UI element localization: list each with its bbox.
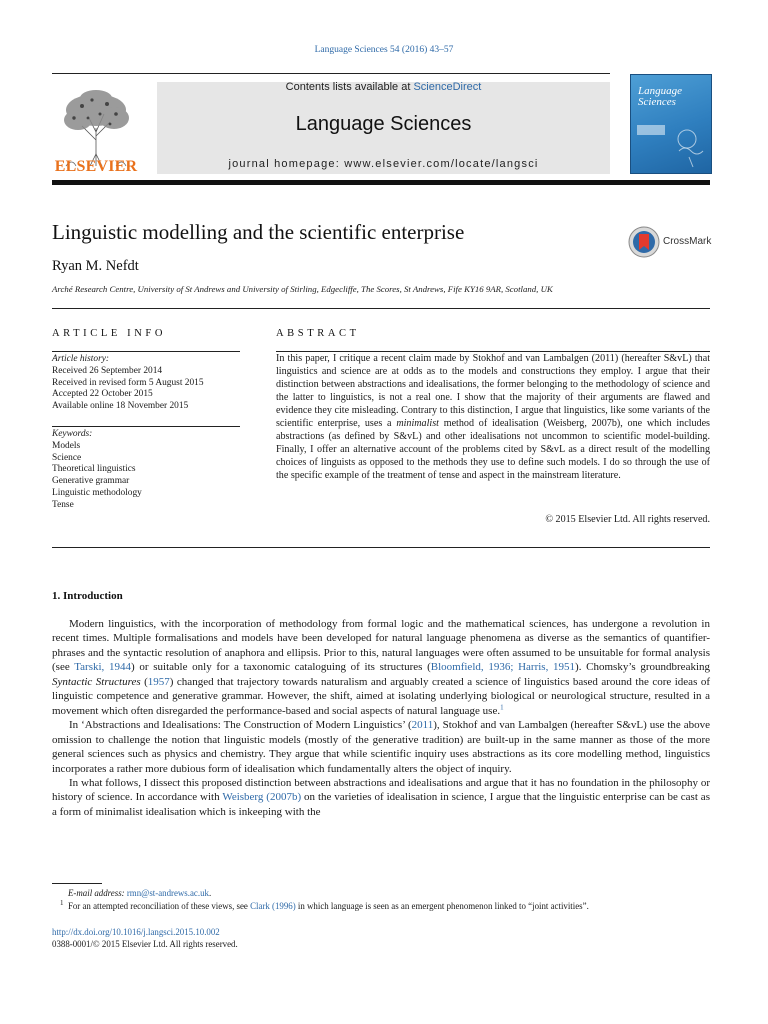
email-label: E-mail address:: [68, 888, 127, 898]
keyword: Theoretical linguistics: [52, 464, 136, 475]
contents-available-line: [157, 81, 610, 93]
abstract-copyright: © 2015 Elsevier Ltd. All rights reserved.: [545, 514, 710, 525]
title-divider: [52, 308, 710, 309]
article-info-heading: ARTICLE INFO: [52, 328, 167, 339]
abstract-emphasis: minimalist: [396, 418, 439, 430]
history-accepted: Accepted 22 October 2015: [52, 389, 153, 400]
history-label: Article history:: [52, 354, 110, 364]
book-title: Syntactic Structures: [52, 675, 141, 688]
intro-paragraph-2: [52, 718, 710, 776]
crossmark-label[interactable]: CrossMark: [663, 236, 712, 247]
article-info-rule: [52, 351, 240, 352]
author-email-note: [52, 888, 726, 898]
text-run: on the varieties of idealisation in science, I argue that the linguistic enterprise can be cast as a form of minimalist idealisation which is inkeeping with the: [52, 791, 710, 818]
text-run: Modern linguistics, with the incorporation of methodology from formal logic and the mathematical sciences, has undergone a revolution in recent times. Multiple formalisations and models have been developed for natural language phenomena as diverse as the semantics of quantifier-phrases and the syntactic resolution of anaphora and ellipsis. Prior to this, natural languages were often assumed to be unsuitable for formal analysis (see: [52, 618, 710, 674]
footnote-ref-1[interactable]: 1: [500, 703, 504, 712]
ref-link-bloomfield-harris[interactable]: Bloomfield, 1936; Harris, 1951: [430, 661, 576, 674]
journal-citation-link[interactable]: Language Sciences 54 (2016) 43–57: [314, 45, 454, 55]
text-run: In what follows, I dissect this proposed distinction between abstractions and idealisations and argue that it has no foundation in the philosophy or history of science. In accordance with: [52, 776, 710, 804]
text-run: ) or suitable only for a taxonomic cataloguing of its structures (: [131, 661, 431, 674]
text-run: ) changed that trajectory towards naturalism and arguably created a science of linguistics based around the core ideas of linguistic competence and generative grammar. However, the shift, aimed at isolating underlying biological or neurological structure, resulted in a movement which often disregarded the performance-based and social aspects of natural language use.: [52, 675, 710, 717]
contents-prefix: Contents lists available at: [285, 81, 414, 93]
text-run: For an attempted reconciliation of these views, see: [67, 901, 251, 911]
sciencedirect-link[interactable]: ScienceDirect: [413, 81, 482, 93]
header-thick-rule: [52, 180, 710, 185]
introduction-body: [52, 617, 710, 819]
history-received: Received 26 September 2014: [52, 365, 163, 376]
history-revised: Received in revised form 5 August 2015: [52, 377, 204, 388]
text-run: (: [140, 675, 148, 688]
doi-link[interactable]: http://dx.doi.org/10.1016/j.langsci.2015.10.002: [52, 927, 220, 937]
text-run: in which language is seen as an emergent phenomenon linked to “joint activities”.: [295, 901, 589, 911]
history-online: Available online 18 November 2015: [52, 401, 189, 412]
article-title: Linguistic modelling and the scientific enterprise: [52, 220, 465, 244]
footnote-1: [52, 901, 718, 911]
header-top-rule: [52, 73, 610, 74]
abstract-text: [276, 352, 710, 482]
keywords-label: Keywords:: [52, 429, 93, 439]
abstract-part2: method of idealisation (Weisberg, 2007b), one which includes abstractions (as defined by S&vL) and other idealisations not uncommon to scientific model-building. Finally, I offer an alternative account of the problems cited by S&vL as a direct result of the modelling choices of linguists as opposed to the methods they use to define such models. I do so through the use of the specific example of the treatment of tense and aspect in the mainstream literature.: [276, 418, 710, 482]
ref-link-svl-2011[interactable]: 2011: [411, 719, 434, 732]
text-run: .: [208, 888, 212, 898]
footnote-rule: [52, 883, 102, 884]
article-history: [52, 354, 242, 413]
text-run: ), Stokhof and van Lambalgen (hereafter S&vL) use the above omission to challenge the notion that linguistic models (mostly of the generative tradition) are built-up in the same manner as those of the more general sciences such as physics and chemistry. They argue that while scientific inquiry uses abstractions as its core modelling method, linguistics incorporates a rather more dubious form of idealisation which fundamentally alters the object of inquiry.: [52, 719, 710, 775]
footnote-mark: 1: [60, 899, 64, 908]
keyword: Tense: [52, 499, 74, 510]
keyword: Science: [52, 452, 82, 463]
author-name: Ryan M. Nefdt: [52, 258, 139, 274]
intro-paragraph-3: [52, 776, 710, 819]
author-affiliation: Arché Research Centre, University of St Andrews and University of Stirling, Edgecliffe, The Scores, St Andrews, Fife KY16 9AR, Scotland, UK: [52, 284, 553, 294]
ref-link-clark[interactable]: Clark (1996): [250, 901, 296, 911]
cover-title-line2: Sciences: [638, 96, 676, 108]
ref-link-chomsky[interactable]: 1957: [147, 675, 170, 688]
abstract-end-rule: [52, 547, 710, 548]
ref-link-weisberg[interactable]: Weisberg (2007b): [222, 791, 302, 804]
elsevier-wordmark: ELSEVIER: [54, 158, 138, 175]
cover-title: [638, 86, 708, 108]
keyword: Generative grammar: [52, 476, 130, 487]
cover-title-line1: Language: [638, 85, 682, 97]
text-run: ). Chomsky’s groundbreaking: [575, 661, 711, 674]
journal-name: Language Sciences: [295, 113, 472, 135]
intro-paragraph-1: [52, 617, 710, 718]
keywords-list: [52, 429, 242, 512]
issn-copyright: 0388-0001/© 2015 Elsevier Ltd. All rights reserved.: [52, 939, 238, 949]
crossmark-icon[interactable]: [628, 226, 660, 258]
text-run: In ‘Abstractions and Idealisations: The Construction of Modern Linguistics’ (: [69, 719, 412, 732]
abstract-heading: ABSTRACT: [276, 328, 360, 339]
journal-homepage[interactable]: journal homepage: www.elsevier.com/locate/langsci: [228, 158, 539, 170]
abstract-part1: In this paper, I critique a recent claim made by Stokhof and van Lambalgen (2011) (hereafter S&vL) that linguistics and science are at odds as to the models and constructions they employ. I argue that their distinction between abstractions and idealisations, the former belonging to the methodology of science and the latter to linguistics, is not a real one. I show that the majority of their arguments are flawed and evidence they cite misleading. Contrary to this distinction, I argue that linguistics, like some variants of the scientific enterprise, uses a: [276, 353, 710, 430]
keyword: Linguistic methodology: [52, 487, 142, 498]
keyword: Models: [52, 440, 81, 451]
ref-link-tarski[interactable]: Tarski, 1944: [74, 661, 132, 674]
author-email-link[interactable]: rmn@st-andrews.ac.uk: [126, 888, 209, 898]
section-heading-introduction: 1. Introduction: [52, 590, 123, 602]
keywords-rule: [52, 426, 240, 427]
